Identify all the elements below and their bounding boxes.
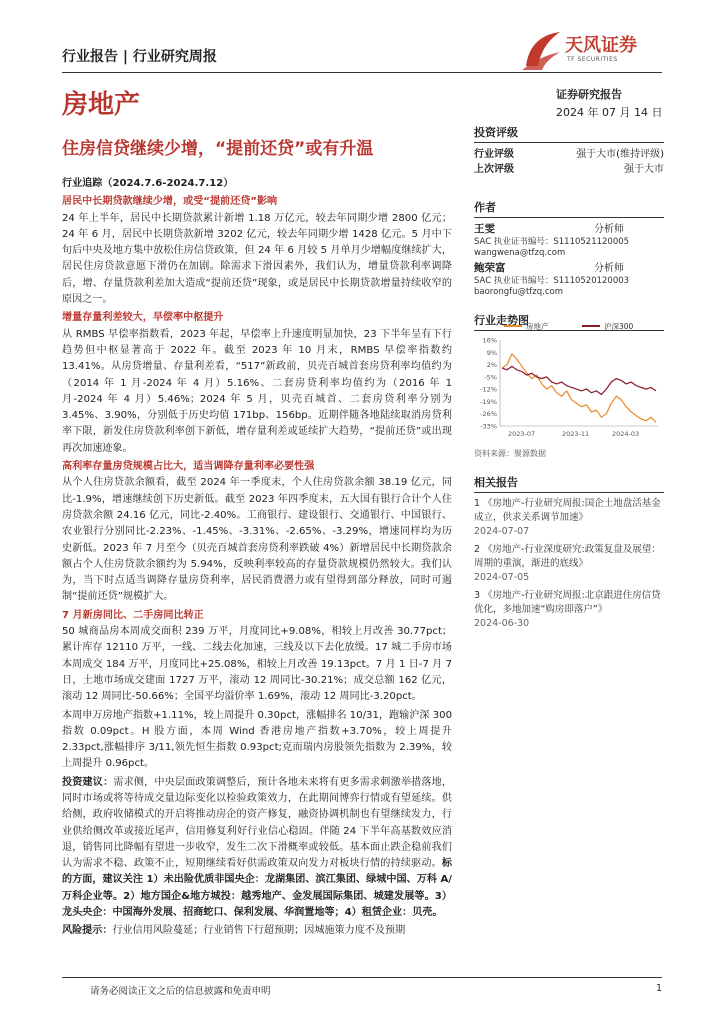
chart-source: 资料来源：聚源数据 (474, 449, 546, 458)
footer-disclaimer: 请务必阅读正文之后的信息披露和免责申明 (90, 986, 271, 997)
trend-chart (474, 316, 664, 440)
logo-mark (520, 26, 564, 72)
section-heading: 居民中长期贷款继续少增，或受“提前还贷”影响 (62, 196, 278, 208)
report-kind: 证券研究报告 (556, 88, 622, 101)
author-email[interactable]: wangwena@tfzq.com (474, 248, 566, 258)
related-item[interactable]: 2 《房地产-行业深度研究:政策复盘及展望：周期的重演，渐进的底线》 (474, 544, 661, 569)
y-tick-label: -26% (480, 410, 497, 419)
x-tick-label: 2023-07 (508, 430, 536, 438)
y-tick-label: -19% (480, 397, 497, 406)
y-tick-label: -12% (480, 385, 497, 394)
y-tick-label: -5% (484, 373, 497, 382)
risk-warning (62, 923, 452, 939)
x-tick-label: 2024-03 (612, 430, 640, 438)
paragraph: 从 RMBS 早偿率指数看，2023 年起，早偿率上升速度明显加快，23 下半年呈有下行趋势但中枢显著高于 2022 年。截至 2023 年 10 月末，RMBS 早偿率指数约 13.41%。从房贷增量、存量利差看，“517”新政前，贝壳百城首套房贷利率均值约为（2014 年 1 月-2024 年 4 月）5.16%、二套房贷利率均值约为（2016 年 1 月-2024 年 4 月）5.46%；2024 年 5 月，贝壳百城首、二套房贷利率分别为 3.45%、3.90%，分别低于历史均值 171bp、156bp。近期伴随各地陆续取消房贷利率下限，新发住房贷款利率创下新低，增存量利差或延续扩大趋势，“提前还贷”或出现再次加速迹象。 (62, 328, 452, 454)
risk-label: 风险提示： (62, 925, 113, 937)
logo-subtext: TF SECURITIES (567, 56, 618, 63)
page-number: 1 (656, 983, 663, 994)
sidebar (474, 124, 664, 335)
section-heading: 增量存量利差较大，早偿率中枢提升 (62, 312, 224, 324)
report-type: 行业报告 | 行业研究周报 (62, 49, 217, 65)
y-tick-label: -33% (480, 422, 497, 431)
investment-advice (62, 775, 452, 922)
sector-title: 房地产 (62, 90, 141, 120)
related-heading: 相关报告 (474, 474, 664, 493)
rating-row: 行业评级 强于大市(维持评级) (474, 149, 664, 160)
legend-label: 沪深300 (604, 322, 634, 331)
paragraph: 50 城商品房本周成交面积 239 万平，月度同比+9.08%，相较上月改善 30.77pct；累计库存 12110 万平，一线、二线去化加速，三线及以下去化放缓。17 城二手房市场本周成交 184 万平，月度同比+25.08%，相较上月改善 19.13pct。7 月 1 日-7 月 7 日，土地市场成交建面 1727 万平，滚动 12 周同比-30.21%；成交总额 162 亿元，滚动 12 周同比-50.66%；全国平均溢价率 1.69%，滚动 12 周同比-3.20pct。 (62, 626, 452, 703)
tracking-label: 行业追踪（2024.7.6-2024.7.12） (62, 178, 234, 189)
author-heading: 作者 (474, 199, 664, 218)
author-sac: SAC 执业证书编号：S1110520120003 (474, 276, 630, 286)
prev-rating-row: 上次评级 强于大市 (474, 164, 664, 175)
related-date: 2024-06-30 (474, 618, 530, 629)
y-tick-label: 2% (486, 361, 497, 370)
related-reports (474, 474, 664, 635)
report-date: 2024 年 07 月 14 日 (556, 106, 663, 119)
advice-text: 需求侧，中央层面政策调整后，预计各地未来将有更多需求刺激举措落地，同时市场或将等待成交量边际变化以检验政策效力，在此期间博弈行情或有望延续。供给侧，政府收储模式的开启将推动房企的资产修复，融资协调机制也有望继续发力，行业供给侧改革或接近尾声，信用修复利好行业信心稳固。伴随 24 下半年高基数效应消退，销售同比降幅有望进一步收窄，发生二次下滑概率或较低。基本面止跌企稳前我们认为需求不稳、政策不止，短期继续看好供需政策双向发力对板块行情的持续驱动。 (62, 776, 453, 870)
paragraph: 从个人住房贷款余额看，截至 2024 年一季度末，个人住房贷款余额 38.19 亿元，同比-1.9%，增速继续创下历史新低。截至 2023 年四季度末，五大国有银行合计个人住房贷款余额 24.16 亿元，同比-2.40%。工商银行、建设银行、交通银行、中国银行、农业银行分别同比-2.23%、-1.45%、-3.31%、-2.65%、-3.29%，增速同样均为历史新低。2023 年 7 月至今（贝壳百城首套房贷利率跌破 4%）新增居民中长期贷款余额占个人住房贷款余额约为 5.94%，反映利率较高的存量贷款规模仍然较大。我们认为，当下时点适当调降存量房贷利率，居民消费潜力或有望得到部分释放，同时可遏制“提前还贷”规模扩大。 (62, 477, 452, 603)
author-email[interactable]: baorongfu@tfzq.com (474, 287, 564, 297)
page-title: 住房信贷继续少增，“提前还贷”或有升温 (62, 139, 374, 159)
related-date: 2024-07-05 (474, 572, 530, 583)
related-item[interactable]: 1 《房地产-行业研究周报:国企土地盘活基金成立，供求关系调节加速》 (474, 498, 661, 523)
author-sac: SAC 执业证书编号：S1110521120005 (474, 237, 630, 247)
header-divider (62, 72, 662, 73)
series-line-property (502, 354, 656, 423)
advice-label: 投资建议： (62, 776, 114, 788)
section-heading: 7 月新房同比、二手房同比转正 (62, 609, 204, 621)
logo-text: 天风证券 (565, 35, 637, 56)
section-heading: 高利率存量房贷规模占比大，适当调降存量利率必要性强 (62, 461, 315, 473)
paragraph: 本周申万房地产指数+1.11%，较上周提升 0.30pct，涨幅排名 10/31，跑输沪深 300 指数 0.09pct。H 股方面，本周 Wind 香港房地产指数+3.70%，较上周提升 2.33pct,涨幅排序 3/11,领先恒生指数 0.93pct;克而瑞内房股领先指数为 2.39%，较上周提升 0.96pct。 (62, 709, 452, 770)
y-tick-label: 9% (486, 348, 497, 357)
y-tick-label: 16% (482, 336, 497, 345)
footer-divider (62, 977, 662, 978)
x-tick-label: 2023-11 (562, 430, 590, 438)
advice-picks: 标的方面，建议关注 1）未出险优质非国央企：龙湖集团、滨江集团、绿城中国、万科 A/万科企业等。2）地方国企&地方城投：越秀地产、金发展国际集团、城建发展等。3）龙头央企：中国海外发展、招商蛇口、保利发展、华润置地等；4）租赁企业：贝壳。 (62, 858, 452, 919)
related-list (474, 497, 664, 631)
rating-heading: 投资评级 (474, 124, 664, 143)
main-body (62, 176, 452, 942)
paragraph: 24 年上半年，居民中长期贷款累计新增 1.18 万亿元，较去年同期少增 2800 亿元；24 年 6 月，居民中长期贷款新增 3202 亿元，较去年同期少增 1428 亿元。5 月中下旬后中央及地方集中放松住房信贷政策，但 24 年 6 月较 5 月单月少增幅度继续扩大，居民住房贷款意愿下滑仍在加剧。除需求下滑因素外，我们认为，增量贷款利率调降后，增、存量贷款利差加大造成“提前还贷”现象，或是居民中长期贷款增量持续收窄的原因之一。 (62, 212, 452, 306)
author-row: 鲍荣富 分析师 (474, 262, 624, 274)
risk-text: 行业信用风险蔓延；行业销售下行超预期；因城施策力度不及预期 (112, 925, 406, 937)
related-item[interactable]: 3 《房地产-行业研究周报:北京跟进住房信贷优化，多地加速“购房即落户”》 (474, 590, 661, 615)
trend-heading: 行业走势图 (474, 312, 664, 331)
related-date: 2024-07-07 (474, 526, 530, 537)
legend-label: 房地产 (526, 322, 549, 331)
author-row: 王雯 分析师 (474, 223, 624, 235)
